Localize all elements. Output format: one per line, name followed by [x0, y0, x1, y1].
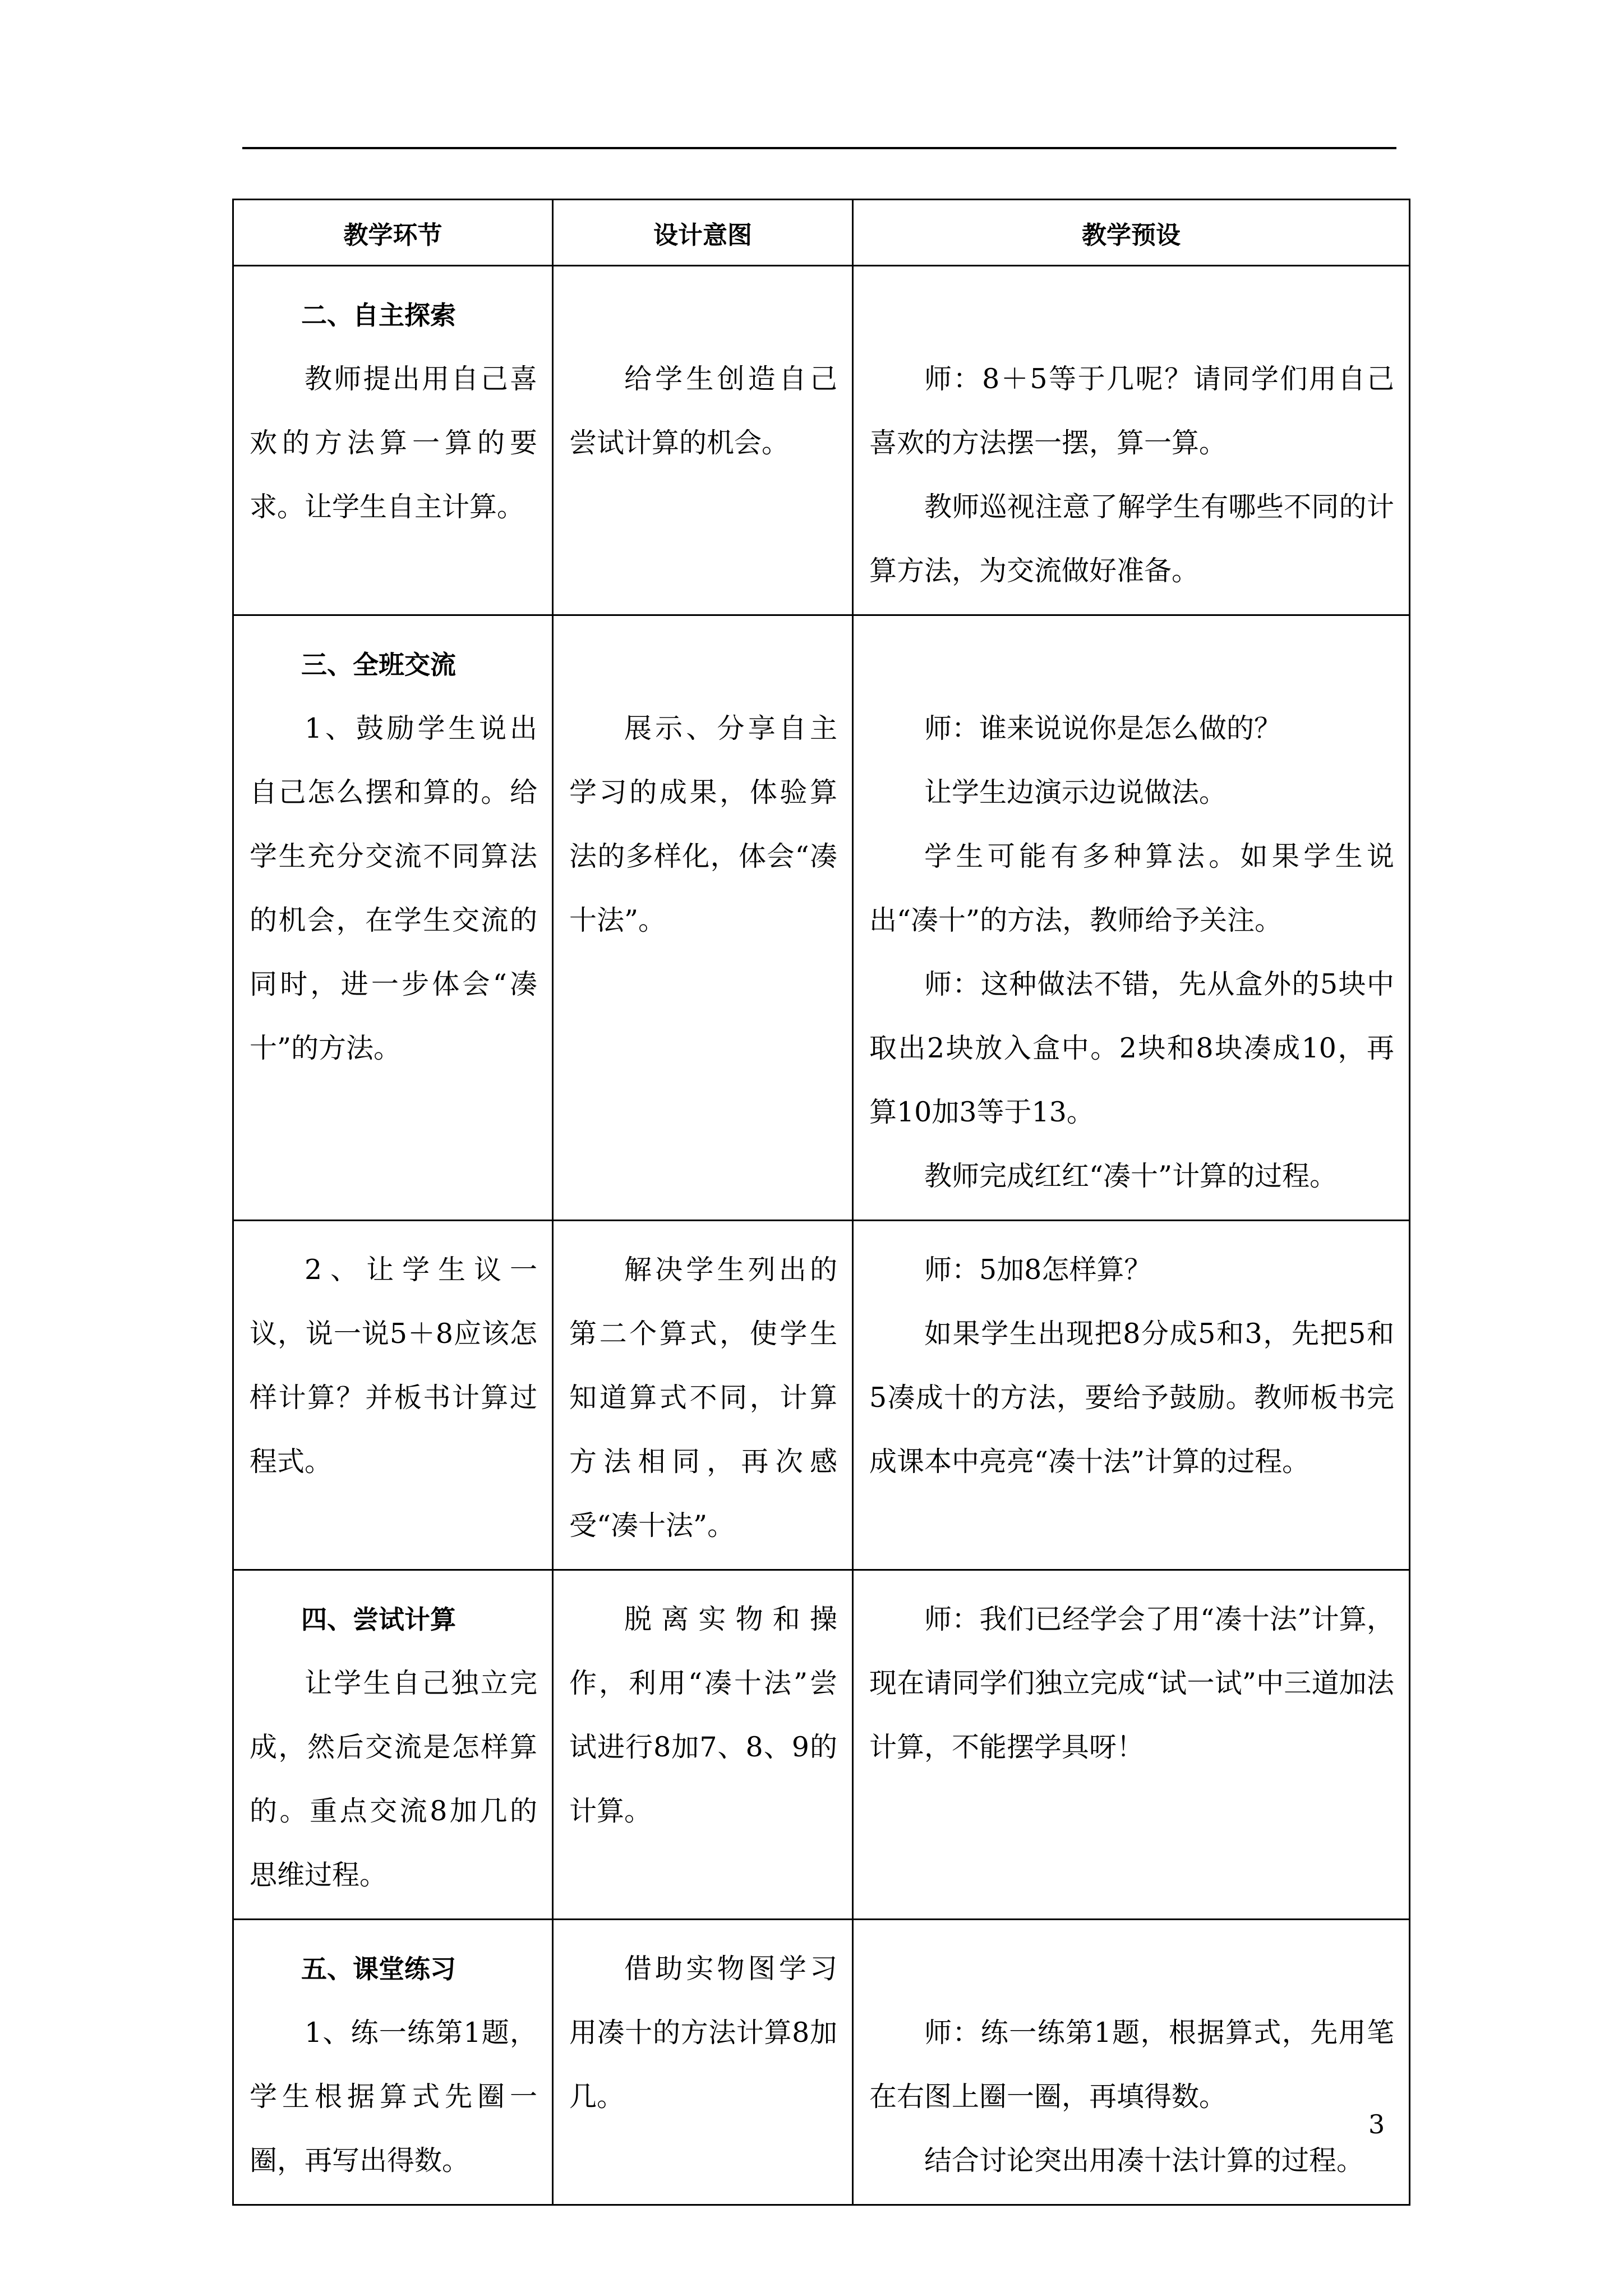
intent-cell [553, 1221, 853, 1570]
preset-cell [853, 1570, 1410, 1920]
preset-cell [853, 266, 1410, 615]
preset-cell [853, 1920, 1410, 2205]
preset-cell [853, 1221, 1410, 1570]
preset-text: 如果学生出现把8分成5和3，先把5和5凑成十的方法，要给予鼓励。教师板书完成课本中亮亮“凑十法”计算的过程。 [869, 1318, 1394, 1478]
stage-cell [233, 1221, 553, 1570]
section-heading: 五、课堂练习 [301, 1954, 456, 1984]
preset-text: 教师巡视注意了解学生有哪些不同的计算方法，为交流做好准备。 [869, 491, 1394, 587]
intent-cell [553, 1920, 853, 2205]
preset-text: 学生可能有多种算法。如果学生说出“凑十”的方法，教师给予关注。 [869, 840, 1394, 936]
preset-text: 师：练一练第1题，根据算式，先用笔在右图上圈一圈，再填得数。 [869, 2017, 1394, 2113]
table-row [233, 1570, 1410, 1920]
intent-cell [553, 266, 853, 615]
table-header-row [233, 200, 1410, 266]
stage-text: 让学生自己独立完成，然后交流是怎样算的。重点交流8加几的思维过程。 [250, 1667, 537, 1891]
intent-text: 给学生创造自己尝试计算的机会。 [569, 363, 837, 459]
preset-text: 结合讨论突出用凑十法计算的过程。 [924, 2145, 1364, 2177]
intent-text: 脱离实物和操作，利用“凑十法”尝试进行8加7、8、9的计算。 [569, 1603, 837, 1827]
intent-text: 借助实物图学习用凑十的方法计算8加几。 [569, 1953, 837, 2113]
stage-cell [233, 266, 553, 615]
preset-text: 师：这种做法不错，先从盒外的5块中取出2块放入盒中。2块和8块凑成10，再算10加3等于13。 [869, 968, 1394, 1128]
column-header-teaching-stage: 教学环节 [233, 200, 553, 266]
stage-text: 2、让学生议一议，说一说5＋8应该怎样计算？并板书计算过程式。 [250, 1254, 537, 1478]
section-heading: 二、自主探索 [301, 300, 456, 330]
preset-text: 师：8＋5等于几呢？请同学们用自己喜欢的方法摆一摆，算一算。 [869, 363, 1394, 459]
preset-cell [853, 615, 1410, 1221]
stage-text: 1、练一练第1题，学生根据算式先圈一圈，再写出得数。 [250, 2017, 537, 2177]
table-row [233, 1221, 1410, 1570]
stage-text: 教师提出用自己喜欢的方法算一算的要求。让学生自主计算。 [250, 363, 537, 523]
intent-cell [553, 1570, 853, 1920]
header-rule [242, 147, 1396, 149]
stage-text: 1、鼓励学生说出自己怎么摆和算的。给学生充分交流不同算法的机会，在学生交流的同时，进一步体会“凑十”的方法。 [250, 712, 537, 1064]
table-row [233, 615, 1410, 1221]
stage-cell [233, 1570, 553, 1920]
page-number: 3 [1368, 2109, 1385, 2139]
preset-text: 师：5加8怎样算？ [924, 1254, 1152, 1286]
preset-text: 师：我们已经学会了用“凑十法”计算，现在请同学们独立完成“试一试”中三道加法计算，不能摆学具呀！ [869, 1603, 1394, 1763]
table-row [233, 1920, 1410, 2205]
preset-text: 教师完成红红“凑十”计算的过程。 [924, 1160, 1338, 1192]
preset-text: 让学生边演示边说做法。 [924, 776, 1227, 808]
stage-cell [233, 615, 553, 1221]
stage-cell [233, 1920, 553, 2205]
column-header-teaching-preset: 教学预设 [853, 200, 1410, 266]
section-heading: 四、尝试计算 [301, 1604, 456, 1635]
preset-text: 师：谁来说说你是怎么做的？ [924, 712, 1282, 744]
lesson-plan-table [232, 199, 1410, 2206]
section-heading: 三、全班交流 [301, 650, 456, 680]
intent-cell [553, 615, 853, 1221]
table-row [233, 266, 1410, 615]
intent-text: 解决学生列出的第二个算式，使学生知道算式不同，计算方法相同，再次感受“凑十法”。 [569, 1254, 837, 1542]
column-header-design-intent: 设计意图 [553, 200, 853, 266]
intent-text: 展示、分享自主学习的成果，体验算法的多样化，体会“凑十法”。 [569, 712, 837, 936]
